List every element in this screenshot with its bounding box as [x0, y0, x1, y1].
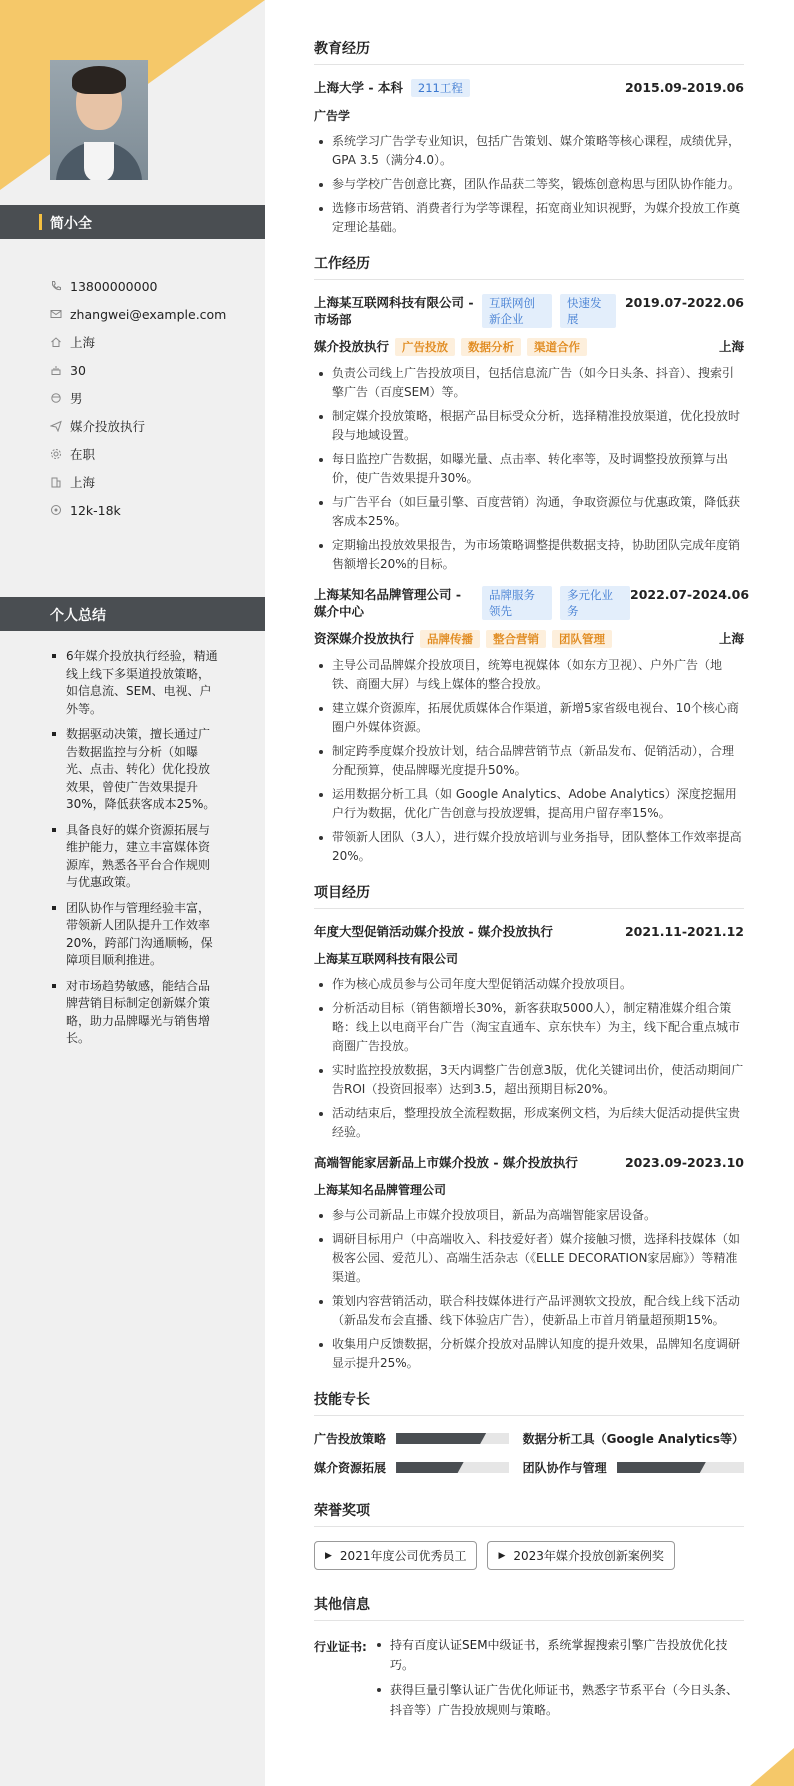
contact-text: 上海 [70, 475, 96, 490]
summary-item: 数据驱动决策，擅长通过广告数据监控与分析（如曝光、点击、转化）优化投放效果，曾使广告效果提升30%，降低获客成本25%。 [50, 726, 220, 814]
skill-label: 数据分析工具（Google Analytics等） [522, 1432, 744, 1446]
project-item: 活动结束后，整理投放全流程数据，形成案例文档，为后续大促活动提供宝贵经验。 [314, 1104, 744, 1142]
school-tag: 211工程 [411, 79, 470, 97]
mail-icon [50, 308, 62, 320]
job-item: 与广告平台（如巨量引擎、百度营销）沟通，争取资源位与优惠政策，降低获客成本25%。 [314, 493, 744, 531]
send-icon [50, 420, 62, 432]
skill-bar [617, 1462, 744, 1473]
job-entry [314, 294, 744, 574]
skill-bar-fill [396, 1462, 464, 1473]
school-name: 上海大学 - 本科 [314, 80, 403, 95]
job-entry [314, 586, 750, 866]
skill-item [523, 1459, 744, 1476]
project-item: 策划内容营销活动，联合科技媒体进行产品评测软文投放，配合线上线下活动（新品发布会直播、线下体验店广告），使新品上市首月销量超预期15%。 [314, 1292, 744, 1330]
section-title: 工作经历 [314, 253, 744, 280]
other-section [314, 1594, 744, 1725]
job-date: 2019.07-2022.06 [624, 295, 744, 310]
project-item: 作为核心成员参与公司年度大型促销活动媒介投放项目。 [314, 975, 744, 994]
education-section [314, 38, 744, 237]
project-org: 上海某知名品牌管理公司 [314, 1183, 447, 1197]
job-item: 主导公司品牌媒介投放项目，统筹电视媒体（如东方卫视）、户外广告（地铁、商圈大屏）与线上媒体的整合投放。 [314, 656, 744, 694]
skill-item [314, 1430, 509, 1447]
name-accent [39, 214, 42, 230]
contact-age [50, 356, 260, 384]
play-icon: ▶ [325, 1550, 332, 1561]
skill-tag: 数据分析 [461, 338, 521, 356]
skill-bar-fill [396, 1433, 486, 1444]
project-name: 年度大型促销活动媒介投放 - 媒介投放执行 [314, 924, 553, 939]
building-icon [50, 476, 62, 488]
project-item: 参与公司新品上市媒介投放项目，新品为高端智能家居设备。 [314, 1206, 744, 1225]
skill-label: 团队协作与管理 [522, 1461, 607, 1475]
contact-gender [50, 384, 260, 412]
home-icon [50, 336, 62, 348]
avatar [50, 60, 148, 180]
skill-bar [396, 1462, 509, 1473]
contact-text: 上海 [70, 335, 96, 350]
contact-text: 在职 [70, 447, 96, 462]
company-tag: 品牌服务领先 [482, 586, 552, 620]
award-chip [314, 1541, 477, 1570]
cake-icon [50, 364, 62, 376]
work-section [314, 253, 750, 866]
skill-item [314, 1459, 509, 1476]
job-item: 运用数据分析工具（如 Google Analytics、Adobe Analytics）深度挖掘用户行为数据，优化广告创意与投放逻辑，提高用户留存率15%。 [314, 785, 744, 823]
company-name: 上海某互联网科技有限公司 - 市场部 [314, 295, 474, 327]
decorative-corner [750, 1748, 794, 1786]
contact-list [50, 272, 260, 524]
company-tag: 快速发展 [560, 294, 616, 328]
project-date: 2021.11-2021.12 [624, 924, 744, 939]
award-label: 2021年度公司优秀员工 [339, 1549, 467, 1563]
summary-title: 个人总结 [50, 608, 106, 624]
skill-bar [396, 1433, 509, 1444]
section-title: 教育经历 [314, 38, 744, 65]
skill-tag: 整合营销 [486, 630, 546, 648]
section-title: 荣誉奖项 [314, 1500, 744, 1527]
contact-text: 12k-18k [70, 502, 121, 518]
sidebar [0, 0, 265, 1786]
awards-section [314, 1500, 744, 1570]
skill-item [523, 1430, 744, 1447]
job-item: 负责公司线上广告投放项目，包括信息流广告（如今日头条、抖音）、搜索引擎广告（百度SEM）等。 [314, 364, 744, 402]
other-item: 获得巨量引擎认证广告优化师证书，熟悉字节系平台（今日头条、抖音等）广告投放规则与策略。 [372, 1680, 744, 1720]
summary-item: 具备良好的媒介资源拓展与维护能力，建立丰富媒体资源库，熟悉各平台合作规则与优惠政策。 [50, 822, 220, 892]
contact-text: zhangwei@example.com [70, 306, 227, 322]
contact-position [50, 412, 260, 440]
gender-icon [50, 392, 62, 404]
summary-list [50, 648, 220, 1056]
major: 广告学 [314, 109, 351, 123]
project-item: 实时监控投放数据，3天内调整广告创意3版，优化关键词出价，使活动期间广告ROI（投资回报率）达到3.5，超出预期目标20%。 [314, 1061, 744, 1099]
contact-location [50, 328, 260, 356]
section-title: 项目经历 [314, 882, 744, 909]
project-org: 上海某互联网科技有限公司 [314, 952, 459, 966]
settings-icon [50, 448, 62, 460]
education-item: 参与学校广告创意比赛，团队作品获二等奖，锻炼创意构思与团队协作能力。 [314, 175, 744, 194]
contact-status [50, 440, 260, 468]
education-item: 系统学习广告学专业知识，包括广告策划、媒介策略等核心课程，成绩优异，GPA 3.5（满分4.0）。 [314, 132, 744, 170]
job-city: 上海 [718, 339, 744, 354]
education-date: 2015.09-2019.06 [624, 80, 744, 95]
job-item: 制定媒介投放策略，根据产品目标受众分析，选择精准投放渠道，优化投放时段与地域设置。 [314, 407, 744, 445]
section-title: 其他信息 [314, 1594, 744, 1621]
job-item: 带领新人团队（3人），进行媒介投放培训与业务指导，团队整体工作效率提高20%。 [314, 828, 744, 866]
project-entry [314, 1154, 744, 1373]
skills-section [314, 1389, 744, 1476]
company-tag: 互联网创新企业 [482, 294, 552, 328]
job-date: 2022.07-2024.06 [630, 587, 750, 602]
project-name: 高端智能家居新品上市媒介投放 - 媒介投放执行 [314, 1155, 578, 1170]
contact-text: 媒介投放执行 [70, 419, 146, 434]
contact-salary [50, 496, 260, 524]
job-item: 建立媒介资源库，拓展优质媒体合作渠道，新增5家省级电视台、10个核心商圈户外媒体资源。 [314, 699, 744, 737]
contact-text: 13800000000 [70, 278, 158, 294]
project-item: 分析活动目标（销售额增长30%，新客获取5000人），制定精准媒介组合策略：线上以电商平台广告（淘宝直通车、京东快车）为主，线下配合重点城市商圈广告投放。 [314, 999, 744, 1056]
job-role: 资深媒介投放执行 [314, 631, 415, 646]
summary-header [0, 597, 265, 631]
project-entry [314, 923, 744, 1142]
skill-tag: 团队管理 [552, 630, 612, 648]
summary-item: 6年媒介投放执行经验，精通线上线下多渠道投放策略，如信息流、SEM、电视、户外等。 [50, 648, 220, 718]
summary-item: 团队协作与管理经验丰富，带领新人团队提升工作效率20%，跨部门沟通顺畅，保障项目顺利推进。 [50, 900, 220, 970]
other-label: 行业证书: [314, 1640, 367, 1654]
profile-name: 简小全 [50, 216, 92, 232]
education-item: 选修市场营销、消费者行为学等课程，拓宽商业知识视野，为媒介投放工作奠定理论基础。 [314, 199, 744, 237]
award-chip [487, 1541, 674, 1570]
skill-label: 广告投放策略 [314, 1432, 387, 1446]
contact-text: 男 [70, 391, 83, 406]
projects-section [314, 882, 744, 1373]
skill-bar-fill [617, 1462, 706, 1473]
contact-email [50, 300, 260, 328]
phone-icon [50, 280, 62, 292]
job-item: 制定跨季度媒介投放计划，结合品牌营销节点（新品发布、促销活动），合理分配预算，使品牌曝光度提升50%。 [314, 742, 744, 780]
money-icon [50, 504, 62, 516]
job-city: 上海 [718, 631, 744, 646]
contact-phone [50, 272, 260, 300]
section-title: 技能专长 [314, 1389, 744, 1416]
job-role: 媒介投放执行 [314, 339, 390, 354]
play-icon: ▶ [498, 1550, 506, 1561]
award-label: 2023年媒介投放创新案例奖 [513, 1549, 664, 1563]
project-item: 调研目标用户（中高端收入、科技爱好者）媒介接触习惯，选择科技媒体（如极客公园、爱范儿）、高端生活杂志（《ELLE DECORATION家居廊》）等精准渠道。 [314, 1230, 744, 1287]
skill-tag: 广告投放 [395, 338, 455, 356]
job-item: 每日监控广告数据，如曝光量、点击率、转化率等，及时调整投放预算与出价，使广告效果提升30%。 [314, 450, 744, 488]
contact-text: 30 [70, 362, 86, 378]
skill-tag: 渠道合作 [527, 338, 587, 356]
project-date: 2023.09-2023.10 [624, 1155, 744, 1170]
contact-city [50, 468, 260, 496]
project-item: 收集用户反馈数据，分析媒介投放对品牌认知度的提升效果，品牌知名度调研显示提升25%。 [314, 1335, 744, 1373]
name-bar [0, 205, 265, 239]
company-tag: 多元化业务 [560, 586, 630, 620]
summary-item: 对市场趋势敏感，能结合品牌营销目标制定创新媒介策略，助力品牌曝光与销售增长。 [50, 978, 220, 1048]
skill-tag: 品牌传播 [420, 630, 480, 648]
main-content [314, 38, 750, 1741]
company-name: 上海某知名品牌管理公司 - 媒介中心 [314, 587, 462, 619]
skill-label: 媒介资源拓展 [314, 1461, 387, 1475]
job-item: 定期输出投放效果报告，为市场策略调整提供数据支持，协助团队完成年度销售额增长20%的目标。 [314, 536, 744, 574]
other-item: 持有百度认证SEM中级证书，系统掌握搜索引擎广告投放优化技巧。 [372, 1635, 744, 1675]
